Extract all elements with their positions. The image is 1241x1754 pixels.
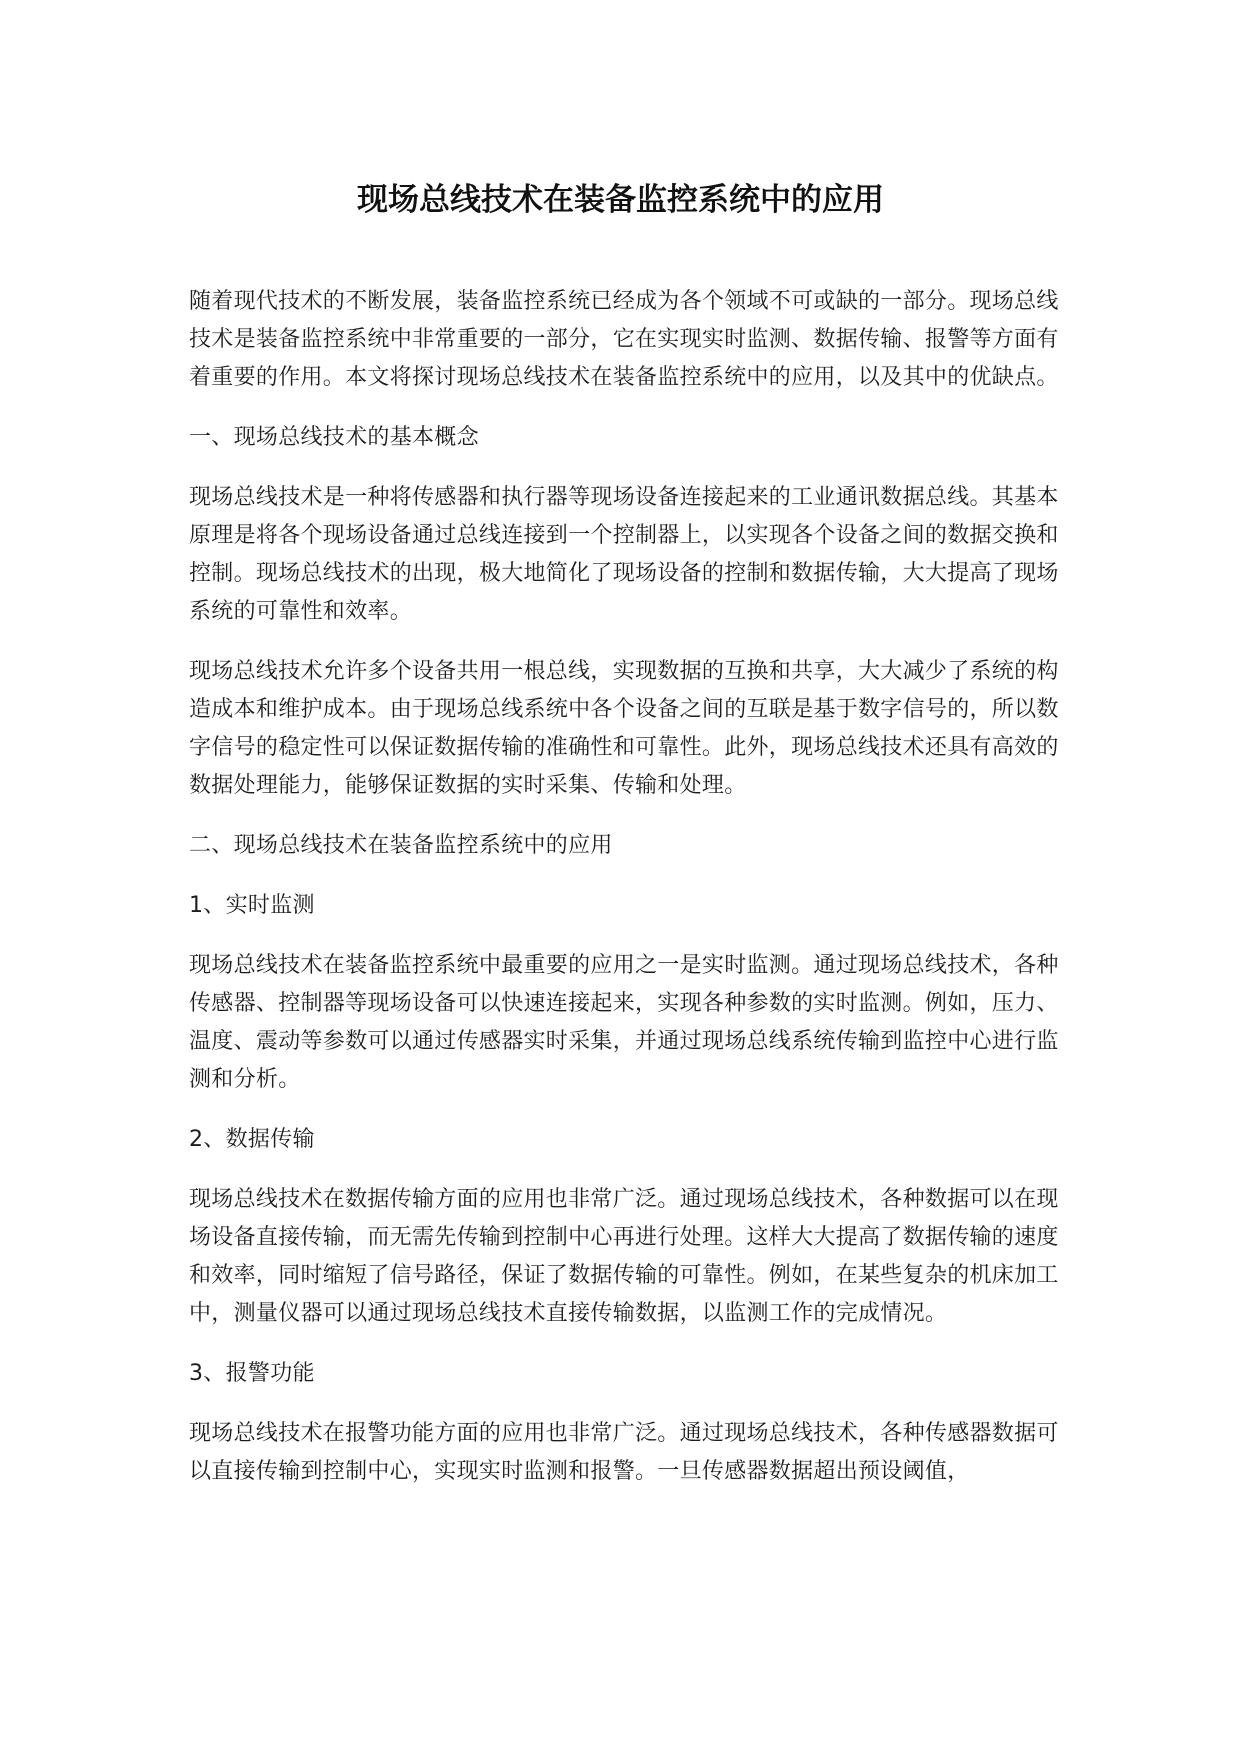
paragraph-alarm-function: 现场总线技术在报警功能方面的应用也非常广泛。通过现场总线技术，各种传感器数据可以直接传输到控制中心，实现实时监测和报警。一旦传感器数据超出预设阈值， <box>189 1421 1059 1484</box>
paragraph-basic-principle: 现场总线技术是一种将传感器和执行器等现场设备连接起来的工业通讯数据总线。其基本原理是将各个现场设备通过总线连接到一个控制器上，以实现各个设备之间的数据交换和控制。现场总线技术的出现，极大地简化了现场设备的控制和数据传输，大大提高了现场系统的可靠性和效率。 <box>189 485 1059 624</box>
subheading-realtime-monitoring: 1、实时监测 <box>189 893 315 918</box>
document-body <box>189 283 1079 1513</box>
document-title: 现场总线技术在装备监控系统中的应用 <box>357 182 884 218</box>
subheading-alarm-function: 3、报警功能 <box>189 1361 315 1386</box>
paragraph-shared-bus: 现场总线技术允许多个设备共用一根总线，实现数据的互换和共享，大大减少了系统的构造成本和维护成本。由于现场总线系统中各个设备之间的互联是基于数字信号的，所以数字信号的稳定性可以保证数据传输的准确性和可靠性。此外，现场总线技术还具有高效的数据处理能力，能够保证数据的实时采集、传输和处理。 <box>189 659 1059 798</box>
section-heading-basic-concept: 一、现场总线技术的基本概念 <box>189 425 479 450</box>
paragraph-realtime-monitoring: 现场总线技术在装备监控系统中最重要的应用之一是实时监测。通过现场总线技术，各种传感器、控制器等现场设备可以快速连接起来，实现各种参数的实时监测。例如，压力、温度、震动等参数可以通过传感器实时采集，并通过现场总线系统传输到监控中心进行监测和分析。 <box>189 953 1059 1092</box>
paragraph-intro: 随着现代技术的不断发展，装备监控系统已经成为各个领域不可或缺的一部分。现场总线技术是装备监控系统中非常重要的一部分，它在实现实时监测、数据传输、报警等方面有着重要的作用。本文将探讨现场总线技术在装备监控系统中的应用，以及其中的优缺点。 <box>189 289 1059 390</box>
paragraph-data-transmission: 现场总线技术在数据传输方面的应用也非常广泛。通过现场总线技术，各种数据可以在现场设备直接传输，而无需先传输到控制中心再进行处理。这样大大提高了数据传输的速度和效率，同时缩短了信号路径，保证了数据传输的可靠性。例如，在某些复杂的机床加工中，测量仪器可以通过现场总线技术直接传输数据，以监测工作的完成情况。 <box>189 1187 1059 1326</box>
section-heading-applications: 二、现场总线技术在装备监控系统中的应用 <box>189 833 613 858</box>
subheading-data-transmission: 2、数据传输 <box>189 1127 315 1152</box>
